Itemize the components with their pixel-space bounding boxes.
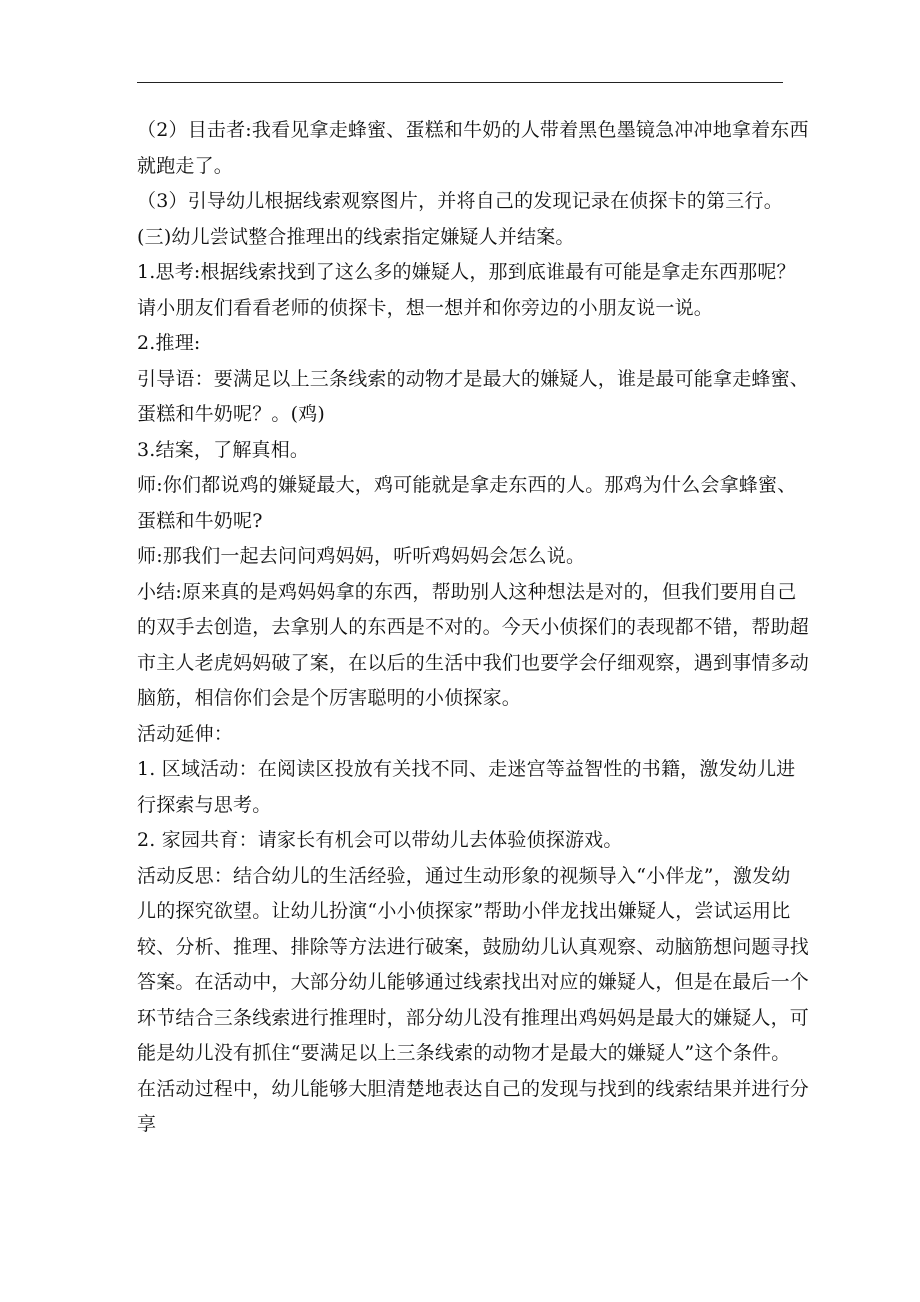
text-line: 引导语：要满足以上三条线索的动物才是最大的嫌疑人，谁是最可能拿走蜂蜜、: [137, 367, 810, 390]
text-line: 在活动过程中，幼儿能够大胆清楚地表达自己的发现与找到的线索结果并进行分: [137, 1077, 810, 1100]
text-line: 3.结案，了解真相。: [137, 438, 310, 461]
text-line: 环节结合三条线索进行推理时，部分幼儿没有推理出鸡妈妈是最大的嫌疑人，可: [137, 1006, 810, 1029]
text-line: 小结:原来真的是鸡妈妈拿的东西，帮助别人这种想法是对的，但我们要用自己: [137, 580, 797, 603]
text-line: 享: [137, 1113, 157, 1135]
text-line: 行探索与思考。: [137, 793, 272, 816]
text-line: 儿的探究欲望。让幼儿扮演“小小侦探家”帮助小伴龙找出嫌疑人，尝试运用比: [137, 900, 791, 922]
text-line: 脑筋，相信你们会是个厉害聪明的小侦探家。: [137, 687, 522, 709]
text-line: 就跑走了。: [137, 154, 234, 177]
text-line: 活动延伸：: [137, 722, 234, 745]
text-line: 师:那我们一起去问问鸡妈妈，听听鸡妈妈会怎么说。: [137, 545, 586, 567]
text-line: 2.推理:: [137, 332, 201, 354]
text-line: 蛋糕和牛奶呢?: [137, 509, 263, 532]
text-line: 请小朋友们看看老师的侦探卡，想一想并和你旁边的小朋友说一说。: [137, 296, 714, 319]
text-line: （2）目击者:我看见拿走蜂蜜、蛋糕和牛奶的人带着黑色墨镜急冲冲地拿着东西: [137, 119, 809, 141]
text-line: 师:你们都说鸡的嫌疑最大，鸡可能就是拿走东西的人。那鸡为什么会拿蜂蜜、: [137, 474, 797, 496]
text-line: （3）引导幼儿根据线索观察图片，并将自己的发现记录在侦探卡的第三行。: [137, 190, 783, 212]
document-body: [137, 113, 810, 1143]
text-line: 较、分析、推理、排除等方法进行破案，鼓励幼儿认真观察、动脑筋想问题寻找: [137, 935, 810, 958]
text-line: 答案。在活动中，大部分幼儿能够通过线索找出对应的嫌疑人，但是在最后一个: [137, 971, 810, 993]
text-line: 2. 家园共育：请家长有机会可以带幼儿去体验侦探游戏。: [137, 829, 623, 851]
text-line: 市主人老虎妈妈破了案，在以后的生活中我们也要学会仔细观察，遇到事情多动: [137, 651, 810, 674]
text-line: 的双手去创造，去拿别人的东西是不对的。今天小侦探们的表现都不错，帮助超: [137, 616, 810, 638]
header-rule: [137, 82, 783, 83]
text-line: 能是幼儿没有抓住“要满足以上三条线索的动物才是最大的嫌疑人”这个条件。: [137, 1042, 791, 1064]
text-line: 蛋糕和牛奶呢？。(鸡): [137, 403, 326, 425]
text-line: (三)幼儿尝试整合推理出的线索指定嫌疑人并结案。: [137, 225, 575, 248]
text-line: 活动反思：结合幼儿的生活经验，通过生动形象的视频导入“小伴龙”，激发幼: [137, 864, 791, 887]
text-line: 1.思考:根据线索找到了这么多的嫌疑人，那到底谁最有可能是拿走东西那呢？: [137, 261, 796, 283]
text-line: 1. 区域活动：在阅读区投放有关找不同、走迷宫等益智性的书籍，激发幼儿进: [137, 758, 796, 780]
